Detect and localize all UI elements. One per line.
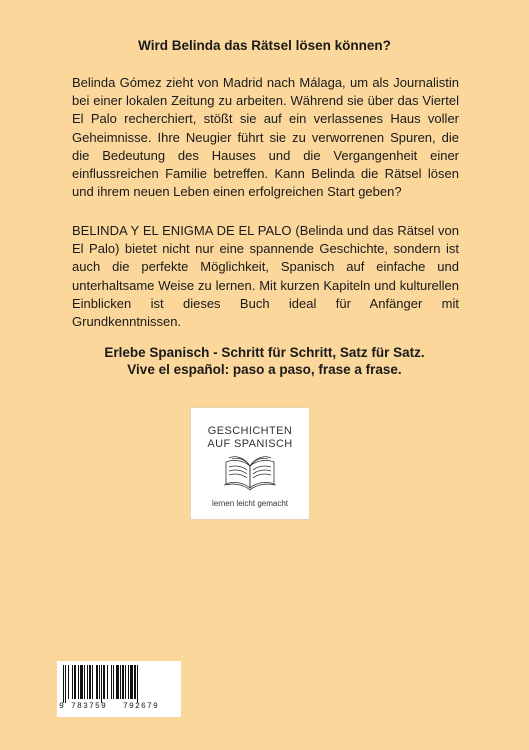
barcode-bar	[116, 665, 119, 699]
barcode-digits-group2: 792679	[123, 702, 160, 711]
isbn-barcode	[57, 661, 181, 717]
barcode-bar	[128, 665, 129, 699]
barcode-bar	[120, 665, 121, 699]
barcode-bar	[80, 665, 83, 699]
barcode-bar	[125, 665, 126, 699]
barcode-bar	[87, 665, 88, 699]
barcode-bar	[134, 665, 136, 699]
logo-subtitle: lernen leicht gemacht	[211, 499, 289, 508]
logo-title-line2: AUF SPANISCH	[207, 438, 293, 450]
slogan-spanish: Vive el español: paso a paso, frase a frase.	[127, 362, 402, 377]
barcode-bar	[107, 665, 108, 699]
barcode-bar	[113, 665, 114, 699]
open-book-icon	[221, 454, 279, 494]
barcode-bar	[103, 665, 105, 699]
barcode-bar	[63, 665, 64, 703]
barcode-bar	[137, 665, 138, 703]
barcode-bar	[68, 665, 69, 699]
slogan-german: Erlebe Spanisch - Schritt für Schritt, Satz für Satz.	[104, 345, 425, 360]
barcode-bar	[130, 665, 133, 699]
barcode-bar	[92, 665, 93, 699]
series-logo	[190, 407, 310, 520]
barcode-bar	[96, 665, 98, 699]
barcode-bar	[101, 665, 102, 703]
barcode-digit-prefix: 9	[59, 702, 64, 711]
barcode-bar	[74, 665, 76, 699]
logo-title-line1: GESCHICHTEN	[207, 425, 293, 437]
barcode-bar	[111, 665, 112, 699]
description-paragraph: BELINDA Y EL ENIGMA DE EL PALO (Belinda und das Rätsel von El Palo) bietet nicht nur eine spannende Geschichte, sondern ist auch die perfekte Möglichkeit, Spanisch auf einfache und unterhaltsame Weise zu lernen. Mit kurzen Kapiteln und kulturellen Einblicken ist dieses Buch ideal für Anfänger mit Grundkenntnissen.	[72, 223, 459, 330]
barcode-bar	[72, 665, 73, 699]
barcode-bars	[63, 665, 175, 703]
barcode-bar	[89, 665, 91, 699]
barcode-bar	[78, 665, 79, 699]
barcode-bar	[84, 665, 85, 699]
barcode-digits-group1: 783759	[71, 702, 108, 711]
barcode-bar	[122, 665, 124, 699]
barcode-bar	[65, 665, 66, 703]
barcode-bar	[99, 665, 100, 699]
headline: Wird Belinda das Rätsel lösen können?	[138, 38, 391, 53]
description-paragraph: Belinda Gómez zieht von Madrid nach Málaga, um als Journalistin bei einer lokalen Zeitung zu arbeiten. Während sie über das Viertel El Palo recherchiert, stößt sie auf ein verlassenes Haus voller Geheimnisse. Ihre Neugier führt sie zu verworrenen Spuren, die die Bedeutung des Hauses und die Vergangenheit einer einflussreichen Familie betreffen. Kann Belinda die Rätsel lösen und ihrem neuen Leben einen erfolgreichen Start geben?	[72, 75, 459, 200]
